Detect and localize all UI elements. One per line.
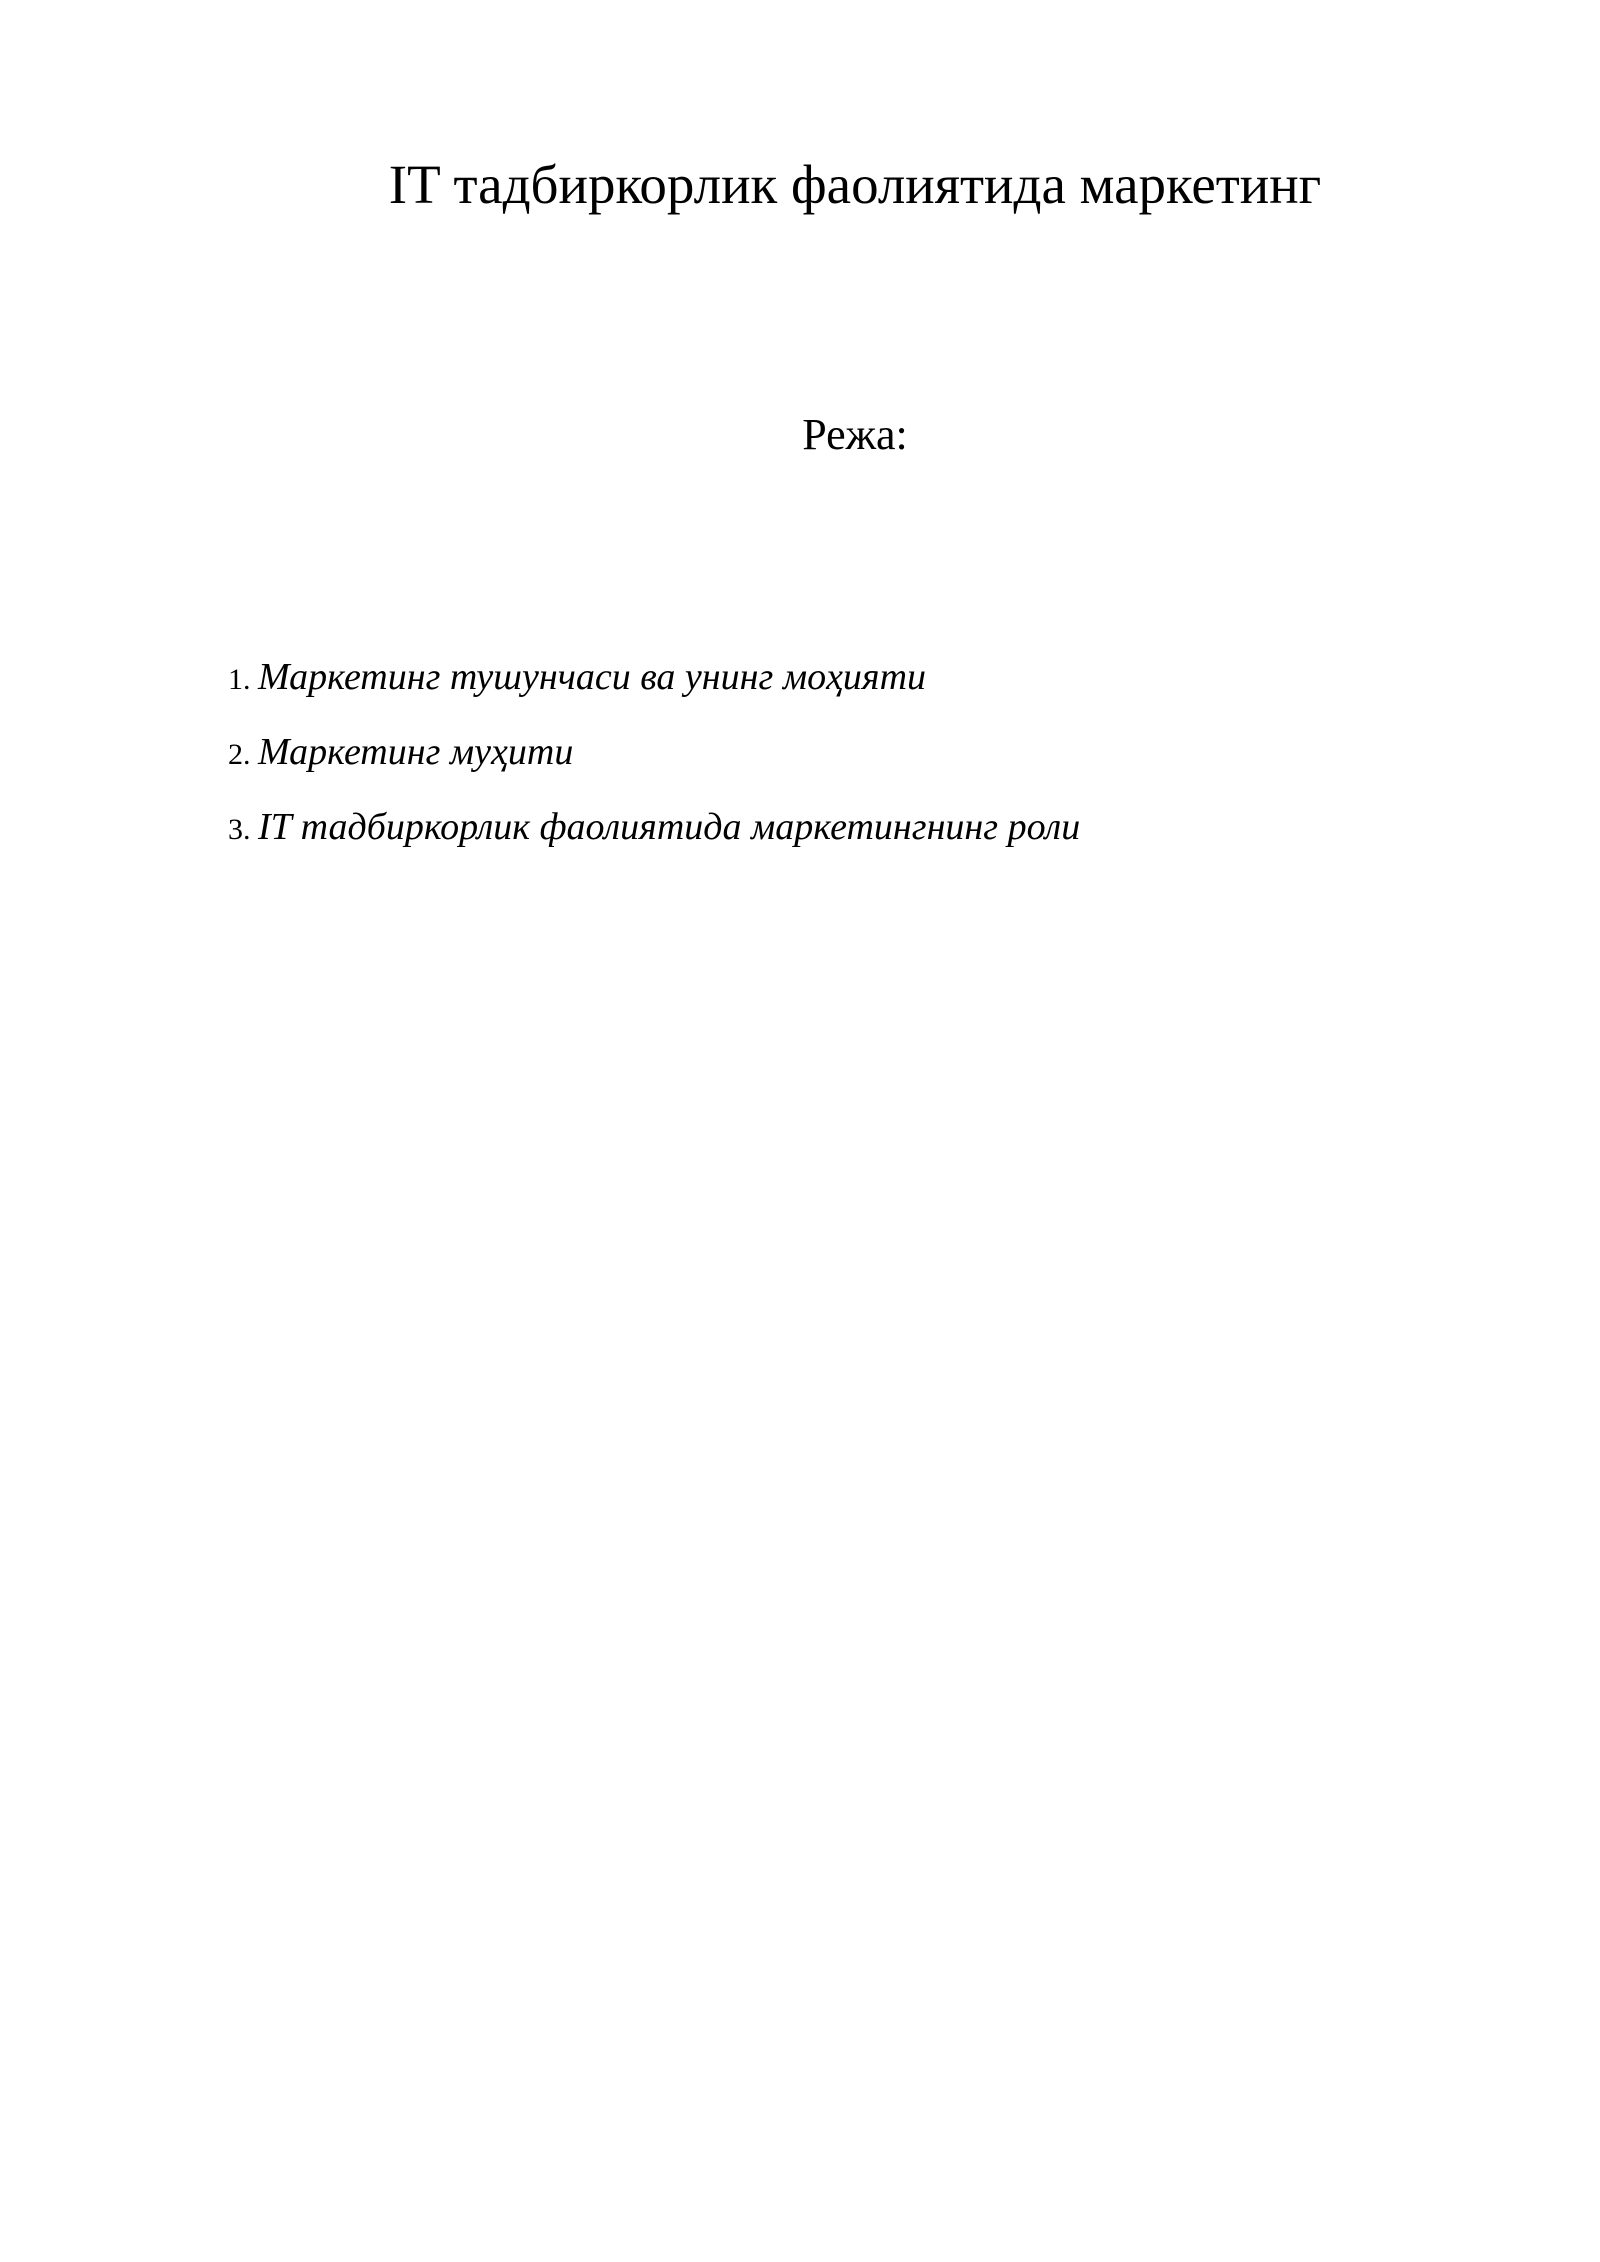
plan-item <box>228 804 1080 850</box>
page-title: IT тадбиркорлик фаолиятида маркетинг <box>388 154 1322 215</box>
plan-item-number: 1. <box>228 663 258 696</box>
plan-list <box>228 654 1080 879</box>
plan-item <box>228 729 1080 775</box>
plan-item <box>228 654 1080 700</box>
plan-item-text: Маркетинг муҳити <box>258 731 574 773</box>
plan-item-number: 3. <box>228 813 258 846</box>
plan-heading: Режа: <box>802 410 908 459</box>
plan-item-text: IT тадбиркорлик фаолиятида маркетингнинг роли <box>258 806 1081 848</box>
plan-item-number: 2. <box>228 738 258 771</box>
plan-item-text: Маркетинг тушунчаси ва унинг моҳияти <box>258 656 927 698</box>
